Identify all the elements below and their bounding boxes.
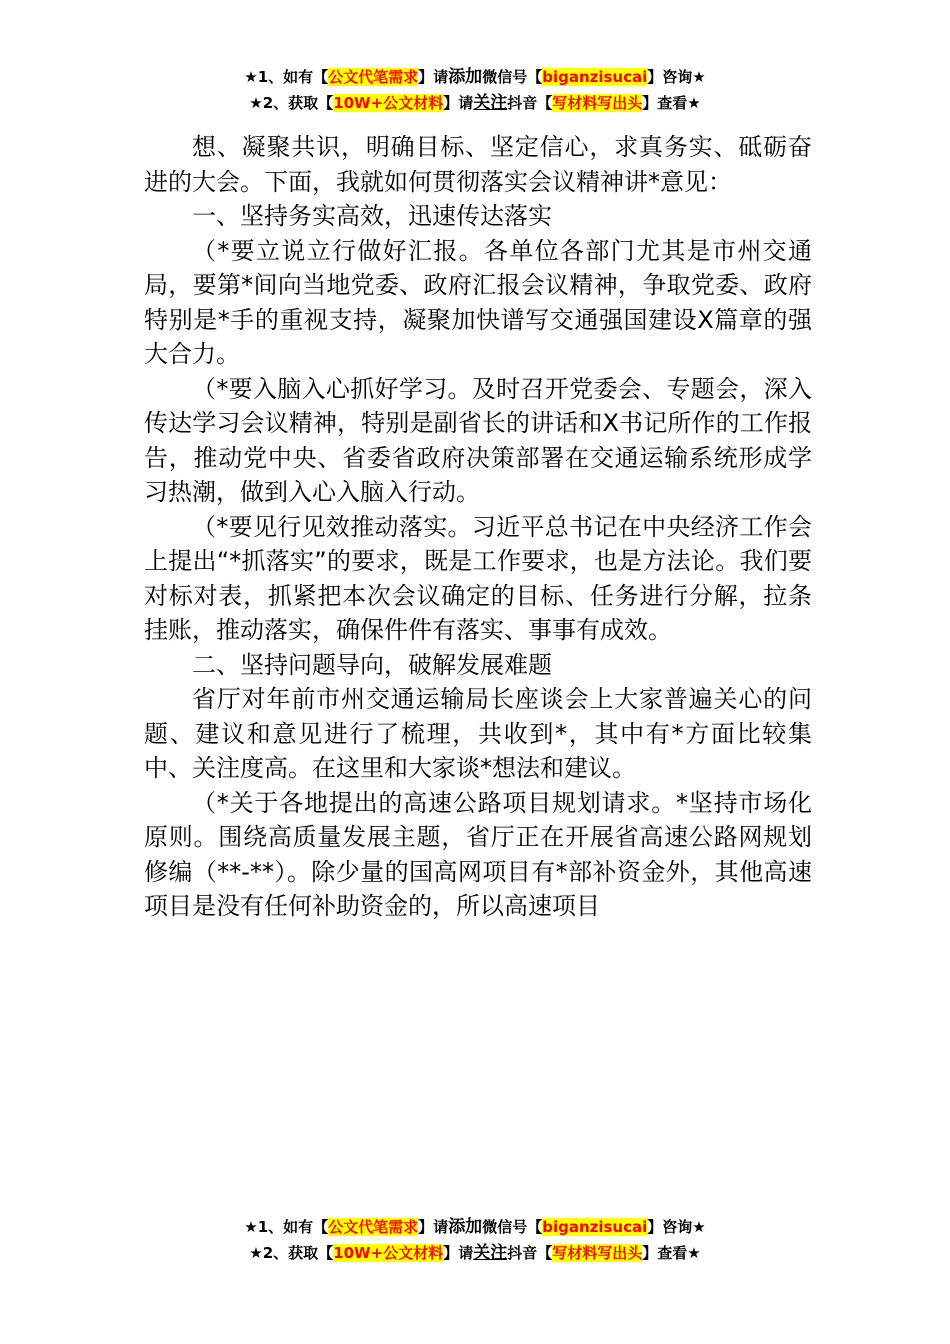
footer-banner xyxy=(0,1214,950,1266)
banner-text: 】请 xyxy=(443,1244,474,1262)
banner-text: 】请 xyxy=(418,1218,449,1236)
banner-text: 微信号【 xyxy=(482,68,543,86)
banner-wechat-id: biganzisucai xyxy=(542,1218,648,1236)
banner-line-1 xyxy=(0,64,950,90)
banner-text: 抖音【 xyxy=(507,94,553,112)
banner-emphasis: 关注 xyxy=(473,93,508,113)
banner-line-2 xyxy=(0,1240,950,1266)
banner-highlight: 公文代笔需求 xyxy=(328,1218,419,1236)
banner-text: ★2、获取【 xyxy=(249,94,334,112)
banner-highlight: 10W+公文材料 xyxy=(333,1244,444,1262)
paragraph: 想、凝聚共识，明确目标、坚定信心，求真务实、砥砺奋进的大会。下面，我就如何贯彻落实会议精神讲*意见： xyxy=(144,133,812,196)
banner-line-1 xyxy=(0,1214,950,1240)
document-body xyxy=(144,130,812,924)
banner-text: 】咨询★ xyxy=(647,68,706,86)
banner-text: 】查看★ xyxy=(642,94,701,112)
banner-text: 微信号【 xyxy=(482,1218,543,1236)
banner-text: ★1、如有【 xyxy=(244,68,329,86)
banner-text: 】咨询★ xyxy=(647,1218,706,1236)
banner-highlight: 公文代笔需求 xyxy=(328,68,419,86)
banner-text: 】请 xyxy=(443,94,474,112)
header-banner xyxy=(0,64,950,116)
banner-text: ★1、如有【 xyxy=(244,1218,329,1236)
banner-douyin-id: 写材料写出头 xyxy=(552,1244,643,1262)
section-heading: 一、坚持务实高效，迅速传达落实 xyxy=(192,202,552,230)
banner-line-2 xyxy=(0,90,950,116)
banner-text: 】查看★ xyxy=(642,1244,701,1262)
banner-wechat-id: biganzisucai xyxy=(542,68,648,86)
banner-text: 抖音【 xyxy=(507,1244,553,1262)
banner-emphasis: 关注 xyxy=(473,1243,508,1263)
paragraph: （*要入脑入心抓好学习。及时召开党委会、专题会，深入传达学习会议精神，特别是副省长的讲话和X书记所作的工作报告，推动党中央、省委省政府决策部署在交通运输系统形成学习热潮，做到入心入脑入行动。 xyxy=(144,374,812,506)
paragraph: （*要立说立行做好汇报。各单位各部门尤其是市州交通局，要第*间向当地党委、政府汇报会议精神，争取党委、政府特别是*手的重视支持，凝聚加快谱写交通强国建设X篇章的强大合力。 xyxy=(144,236,812,368)
paragraph: （*要见行见效推动落实。习近平总书记在中央经济工作会上提出“*抓落实”的要求，既是工作要求，也是方法论。我们要对标对表，抓紧把本次会议确定的目标、任务进行分解，拉条挂账，推动落实，确保件件有落实、事事有成效。 xyxy=(144,512,812,644)
paragraph: 省厅对年前市州交通运输局长座谈会上大家普遍关心的问题、建议和意见进行了梳理，共收到*，其中有*方面比较集中、关注度高。在这里和大家谈*想法和建议。 xyxy=(144,685,812,782)
banner-text: ★2、获取【 xyxy=(249,1244,334,1262)
banner-highlight: 10W+公文材料 xyxy=(333,94,444,112)
section-heading: 二、坚持问题导向，破解发展难题 xyxy=(192,650,552,679)
banner-emphasis: 添加 xyxy=(448,67,483,87)
banner-douyin-id: 写材料写出头 xyxy=(552,94,643,112)
banner-text: 】请 xyxy=(418,68,449,86)
banner-emphasis: 添加 xyxy=(448,1217,483,1237)
paragraph: （*关于各地提出的高速公路项目规划请求。*坚持市场化原则。围绕高质量发展主题，省厅正在开展省高速公路网规划修编（**-**）。除少量的国高网项目有*部补资金外，其他高速项目是没有任何补助资金的，所以高速项目 xyxy=(144,788,812,920)
